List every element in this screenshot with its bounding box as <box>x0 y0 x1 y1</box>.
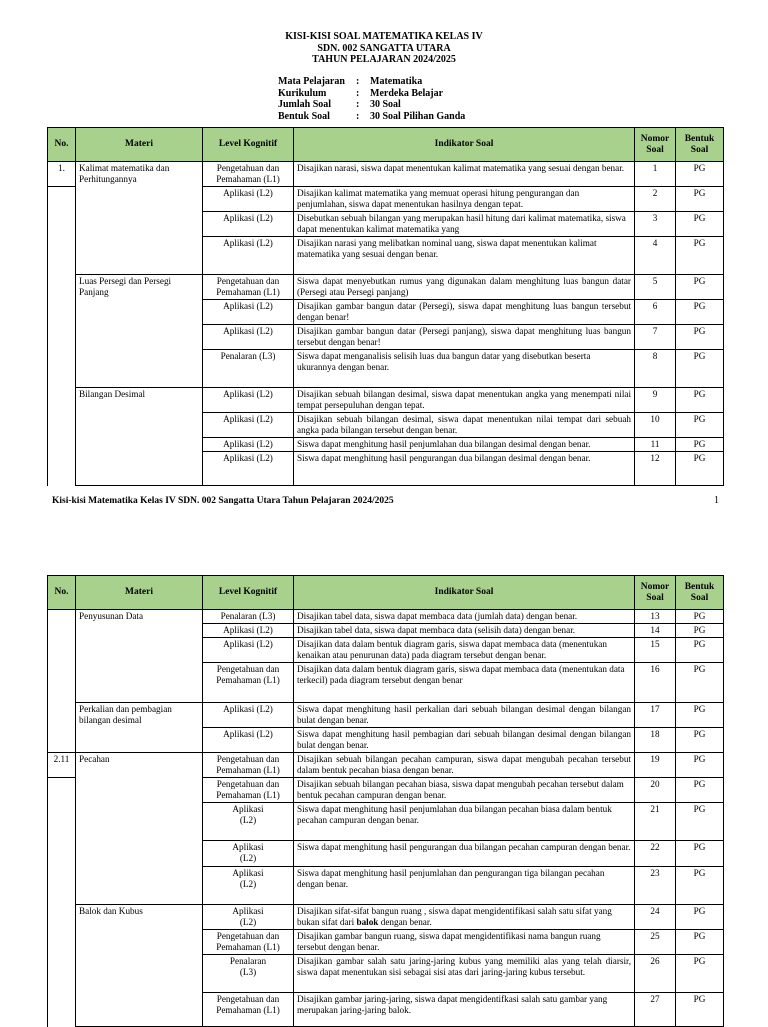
page-number: 1 <box>714 495 719 506</box>
cell-bentuk: PG <box>676 663 724 703</box>
cell-materi: Pecahan <box>76 753 203 905</box>
cell-indikator: Disajikan kalimat matematika yang memuat operasi hitung pengurangan dan penjumlahan, siswa dapat menentukan hasilnya dengan tepat. <box>294 187 635 212</box>
cell-bentuk: PG <box>676 350 724 388</box>
cell-indikator: Siswa dapat menghitung hasil penjumlahan dua bilangan pecahan biasa dalam bentuk pecahan campuran dengan benar. <box>294 803 635 841</box>
cell-nomor: 24 <box>635 905 676 930</box>
cell-no <box>48 778 76 1027</box>
cell-nomor: 26 <box>635 955 676 993</box>
cell-nomor: 3 <box>635 212 676 237</box>
cell-no: 1. <box>48 162 76 187</box>
cell-indikator: Disajikan gambar bangun ruang, siswa dapat mengidentifikasi nama bangun ruang tersebut dengan benar. <box>294 930 635 955</box>
cell-bentuk: PG <box>676 438 724 452</box>
meta-value: 30 Soal <box>370 99 401 110</box>
cell-bentuk: PG <box>676 803 724 841</box>
cell-indikator: Disajikan gambar bangun datar (Persegi), siswa dapat menghitung luas bangun tersebut dengan benar! <box>294 300 635 325</box>
cell-nomor: 7 <box>635 325 676 350</box>
cell-level: Aplikasi (L2) <box>203 703 294 728</box>
cell-level <box>203 803 294 841</box>
table-row <box>48 610 724 624</box>
cell-indikator: Disajikan sebuah bilangan desimal, siswa dapat menentukan nilai tempat dari sebuah angka pada bilangan tersebut dengan benar. <box>294 413 635 438</box>
level-text: Penalaran (L3) <box>229 956 267 977</box>
cell-indikator: Disajikan tabel data, siswa dapat membaca data (jumlah data) dengan benar. <box>294 610 635 624</box>
cell-bentuk: PG <box>676 753 724 778</box>
col-header-no: No. <box>48 128 76 162</box>
col-header-bentuk: Bentuk Soal <box>676 576 724 610</box>
cell-materi: Luas Persegi dan Persegi Panjang <box>76 275 203 388</box>
cell-level: Aplikasi (L2) <box>203 212 294 237</box>
cell-bentuk: PG <box>676 955 724 993</box>
cell-bentuk: PG <box>676 778 724 803</box>
cell-level: Penalaran (L3) <box>203 610 294 624</box>
cell-bentuk: PG <box>676 388 724 413</box>
cell-nomor: 2 <box>635 187 676 212</box>
table-header-row <box>48 576 724 610</box>
cell-nomor: 1 <box>635 162 676 187</box>
cell-bentuk: PG <box>676 275 724 300</box>
col-header-nomor: Nomor Soal <box>635 128 676 162</box>
col-header-indikator: Indikator Soal <box>294 128 635 162</box>
cell-indikator: Siswa dapat menghitung hasil pengurangan dua bilangan desimal dengan benar. <box>294 452 635 486</box>
page-footer: Kisi-kisi Matematika Kelas IV SDN. 002 Sangatta Utara Tahun Pelajaran 2024/2025 <box>52 496 394 506</box>
cell-level: Aplikasi (L2) <box>203 413 294 438</box>
cell-materi: Bilangan Desimal <box>76 388 203 486</box>
meta-key: Bentuk Soal <box>278 110 330 122</box>
cell-materi: Kalimat matematika dan Perhitungannya <box>76 162 203 275</box>
cell-indikator: Siswa dapat menghitung hasil perkalian dari sebuah bilangan desimal dengan bilangan bulat dengan benar. <box>294 703 635 728</box>
cell-bentuk: PG <box>676 930 724 955</box>
cell-bentuk: PG <box>676 325 724 350</box>
cell-level: Pengetahuan dan Pemahaman (L1) <box>203 663 294 703</box>
cell-level: Pengetahuan dan Pemahaman (L1) <box>203 993 294 1027</box>
cell-indikator: Siswa dapat menghitung hasil pembagian dari sebuah bilangan desimal dengan bilangan bulat dengan benar. <box>294 728 635 753</box>
cell-indikator: Disebutkan sebuah bilangan yang merupakan hasil hitung dari kalimat matematika, siswa dapat menentukan kalimat matematika yang <box>294 212 635 237</box>
table-row <box>48 905 724 930</box>
cell-indikator: Disajikan sebuah bilangan desimal, siswa dapat menentukan angka yang menempati nilai tempat persepuluhan dengan tepat. <box>294 388 635 413</box>
cell-indikator: Disajikan narasi, siswa dapat menentukan kalimat matematika yang sesuai dengan benar. <box>294 162 635 187</box>
meta-row <box>278 99 465 111</box>
cell-indikator: Siswa dapat menghitung hasil pengurangan dua bilangan pecahan campuran dengan benar. <box>294 841 635 867</box>
cell-indikator: Siswa dapat menganalisis selisih luas dua bangun datar yang disebutkan beserta ukurannya dengan benar. <box>294 350 635 388</box>
cell-materi: Balok dan Kubus <box>76 905 203 1027</box>
indikator-text: dengan benar. <box>378 916 432 927</box>
meta-sep: : <box>356 76 360 87</box>
cell-bentuk: PG <box>676 867 724 905</box>
cell-bentuk: PG <box>676 703 724 728</box>
cell-nomor: 14 <box>635 624 676 638</box>
cell-indikator: Disajikan gambar bangun datar (Persegi panjang), siswa dapat menghitung luas bangun tersebut dengan benar! <box>294 325 635 350</box>
meta-sep: : <box>356 99 360 110</box>
table-row <box>48 162 724 187</box>
cell-level: Aplikasi (L2) <box>203 325 294 350</box>
cell-level: Aplikasi (L2) <box>203 452 294 486</box>
meta-sep: : <box>356 110 360 122</box>
cell-materi: Perkalian dan pembagian bilangan desimal <box>76 703 203 753</box>
level-text: Aplikasi (L2) <box>232 804 264 825</box>
cell-nomor: 25 <box>635 930 676 955</box>
cell-bentuk: PG <box>676 610 724 624</box>
level-text: Aplikasi (L2) <box>232 868 264 889</box>
cell-indikator: Disajikan tabel data, siswa dapat membaca data (selisih data) dengan benar. <box>294 624 635 638</box>
cell-indikator: Disajikan sebuah bilangan pecahan biasa, siswa dapat mengubah pecahan tersebut dalam bentuk pecahan campuran dengan benar. <box>294 778 635 803</box>
indikator-text: Disajikan sifat-sifat bangun ruang , siswa dapat mengidentifikasi salah satu sifat yang bukan sifat dari <box>297 906 612 927</box>
cell-indikator: Disajikan data dalam bentuk diagram garis, siswa dapat membaca data (menentukan data terkecil) pada diagram tersebut dengan benar <box>294 663 635 703</box>
indikator-bold-text: balok <box>356 916 379 927</box>
cell-level: Pengetahuan dan Pemahaman (L1) <box>203 930 294 955</box>
cell-level: Penalaran (L3) <box>203 350 294 388</box>
cell-indikator: Siswa dapat menyebutkan rumus yang digunakan dalam menghitung luas bangun datar (Persegi atau Persegi panjang) <box>294 275 635 300</box>
meta-key: Mata Pelajaran <box>278 76 345 87</box>
cell-bentuk: PG <box>676 413 724 438</box>
document-meta <box>278 76 465 122</box>
col-header-no: No. <box>48 576 76 610</box>
table-row <box>48 703 724 728</box>
cell-nomor: 5 <box>635 275 676 300</box>
cell-bentuk: PG <box>676 237 724 275</box>
cell-indikator: Disajikan sebuah bilangan pecahan campuran, siswa dapat mengubah pecahan tersebut dalam bentuk pecahan biasa dengan benar. <box>294 753 635 778</box>
cell-bentuk: PG <box>676 841 724 867</box>
col-header-indikator: Indikator Soal <box>294 576 635 610</box>
cell-level: Aplikasi (L2) <box>203 438 294 452</box>
cell-nomor: 17 <box>635 703 676 728</box>
cell-nomor: 21 <box>635 803 676 841</box>
cell-indikator: Siswa dapat menghitung hasil penjumlahan dua bilangan desimal dengan benar. <box>294 438 635 452</box>
cell-no <box>48 610 76 753</box>
cell-level: Aplikasi (L2) <box>203 638 294 663</box>
cell-bentuk: PG <box>676 638 724 663</box>
cell-nomor: 11 <box>635 438 676 452</box>
col-header-materi: Materi <box>76 128 203 162</box>
table-row <box>48 753 724 778</box>
cell-bentuk: PG <box>676 728 724 753</box>
cell-nomor: 27 <box>635 993 676 1027</box>
meta-row <box>278 88 465 100</box>
meta-value: Merdeka Belajar <box>370 87 444 99</box>
table-row <box>48 388 724 413</box>
cell-level <box>203 841 294 867</box>
cell-level: Aplikasi (L2) <box>203 187 294 212</box>
cell-nomor: 23 <box>635 867 676 905</box>
cell-no <box>48 187 76 486</box>
cell-nomor: 13 <box>635 610 676 624</box>
header-title: KISI-KISI SOAL MATEMATIKA KELAS IV <box>285 31 483 42</box>
level-text: Aplikasi (L2) <box>232 842 264 863</box>
header-school: SDN. 002 SANGATTA UTARA <box>317 42 451 54</box>
cell-bentuk: PG <box>676 452 724 486</box>
cell-level: Aplikasi (L2) <box>203 237 294 275</box>
cell-level <box>203 905 294 930</box>
cell-nomor: 4 <box>635 237 676 275</box>
table-row <box>48 275 724 300</box>
meta-value: 30 Soal Pilihan Ganda <box>370 110 466 122</box>
cell-level: Pengetahuan dan Pemahaman (L1) <box>203 753 294 778</box>
meta-row <box>278 111 465 123</box>
col-header-level: Level Kognitif <box>203 128 294 162</box>
cell-nomor: 19 <box>635 753 676 778</box>
cell-materi: Penyusunan Data <box>76 610 203 703</box>
document-header <box>0 31 768 66</box>
cell-bentuk: PG <box>676 300 724 325</box>
cell-level: Pengetahuan dan Pemahaman (L1) <box>203 275 294 300</box>
cell-level: Aplikasi (L2) <box>203 728 294 753</box>
meta-key: Jumlah Soal <box>278 99 332 110</box>
col-header-level: Level Kognitif <box>203 576 294 610</box>
cell-indikator <box>294 905 635 930</box>
cell-nomor: 9 <box>635 388 676 413</box>
cell-level: Pengetahuan dan Pemahaman (L1) <box>203 162 294 187</box>
table-header-row <box>48 128 724 162</box>
cell-nomor: 12 <box>635 452 676 486</box>
meta-key: Kurikulum <box>278 87 327 99</box>
cell-level: Aplikasi (L2) <box>203 624 294 638</box>
cell-level: Aplikasi (L2) <box>203 300 294 325</box>
cell-indikator: Siswa dapat menghitung hasil penjumlahan dan pengurangan tiga bilangan pecahan dengan benar. <box>294 867 635 905</box>
meta-sep: : <box>356 87 360 99</box>
cell-no: 2.11 <box>48 753 76 778</box>
kisi-kisi-table-page-2 <box>47 575 724 1027</box>
col-header-materi: Materi <box>76 576 203 610</box>
cell-nomor: 10 <box>635 413 676 438</box>
cell-indikator: Disajikan gambar jaring-jaring, siswa dapat mengidentifkasi salah satu gambar yang merupakan jaring-jaring balok. <box>294 993 635 1027</box>
cell-nomor: 18 <box>635 728 676 753</box>
col-header-nomor: Nomor Soal <box>635 576 676 610</box>
cell-nomor: 8 <box>635 350 676 388</box>
header-year: TAHUN PELAJARAN 2024/2025 <box>312 54 456 65</box>
level-text: Aplikasi (L2) <box>232 906 264 927</box>
cell-indikator: Disajikan data dalam bentuk diagram garis, siswa dapat membaca data (menentukan kenaikan atau penurunan data) pada diagram tersebut dengan benar. <box>294 638 635 663</box>
cell-bentuk: PG <box>676 993 724 1027</box>
cell-nomor: 15 <box>635 638 676 663</box>
cell-level: Aplikasi (L2) <box>203 388 294 413</box>
cell-level <box>203 955 294 993</box>
meta-value: Matematika <box>370 76 423 87</box>
cell-nomor: 6 <box>635 300 676 325</box>
cell-bentuk: PG <box>676 624 724 638</box>
cell-bentuk: PG <box>676 905 724 930</box>
cell-nomor: 20 <box>635 778 676 803</box>
cell-indikator: Disajikan narasi yang melibatkan nominal uang, siswa dapat menentukan kalimat matematika yang sesuai dengan benar. <box>294 237 635 275</box>
cell-indikator: Disajikan gambar salah satu jaring-jaring kubus yang memiliki alas yang telah diarsir, siswa dapat menentukan sisi sebagai sisi atas dari jaring-jaring kubus tersebut. <box>294 955 635 993</box>
cell-nomor: 22 <box>635 841 676 867</box>
cell-bentuk: PG <box>676 187 724 212</box>
cell-bentuk: PG <box>676 212 724 237</box>
kisi-kisi-table-page-1 <box>47 127 724 486</box>
cell-nomor: 16 <box>635 663 676 703</box>
col-header-bentuk: Bentuk Soal <box>676 128 724 162</box>
cell-level <box>203 867 294 905</box>
meta-row <box>278 76 465 88</box>
cell-bentuk: PG <box>676 162 724 187</box>
cell-level: Pengetahuan dan Pemahaman (L1) <box>203 778 294 803</box>
